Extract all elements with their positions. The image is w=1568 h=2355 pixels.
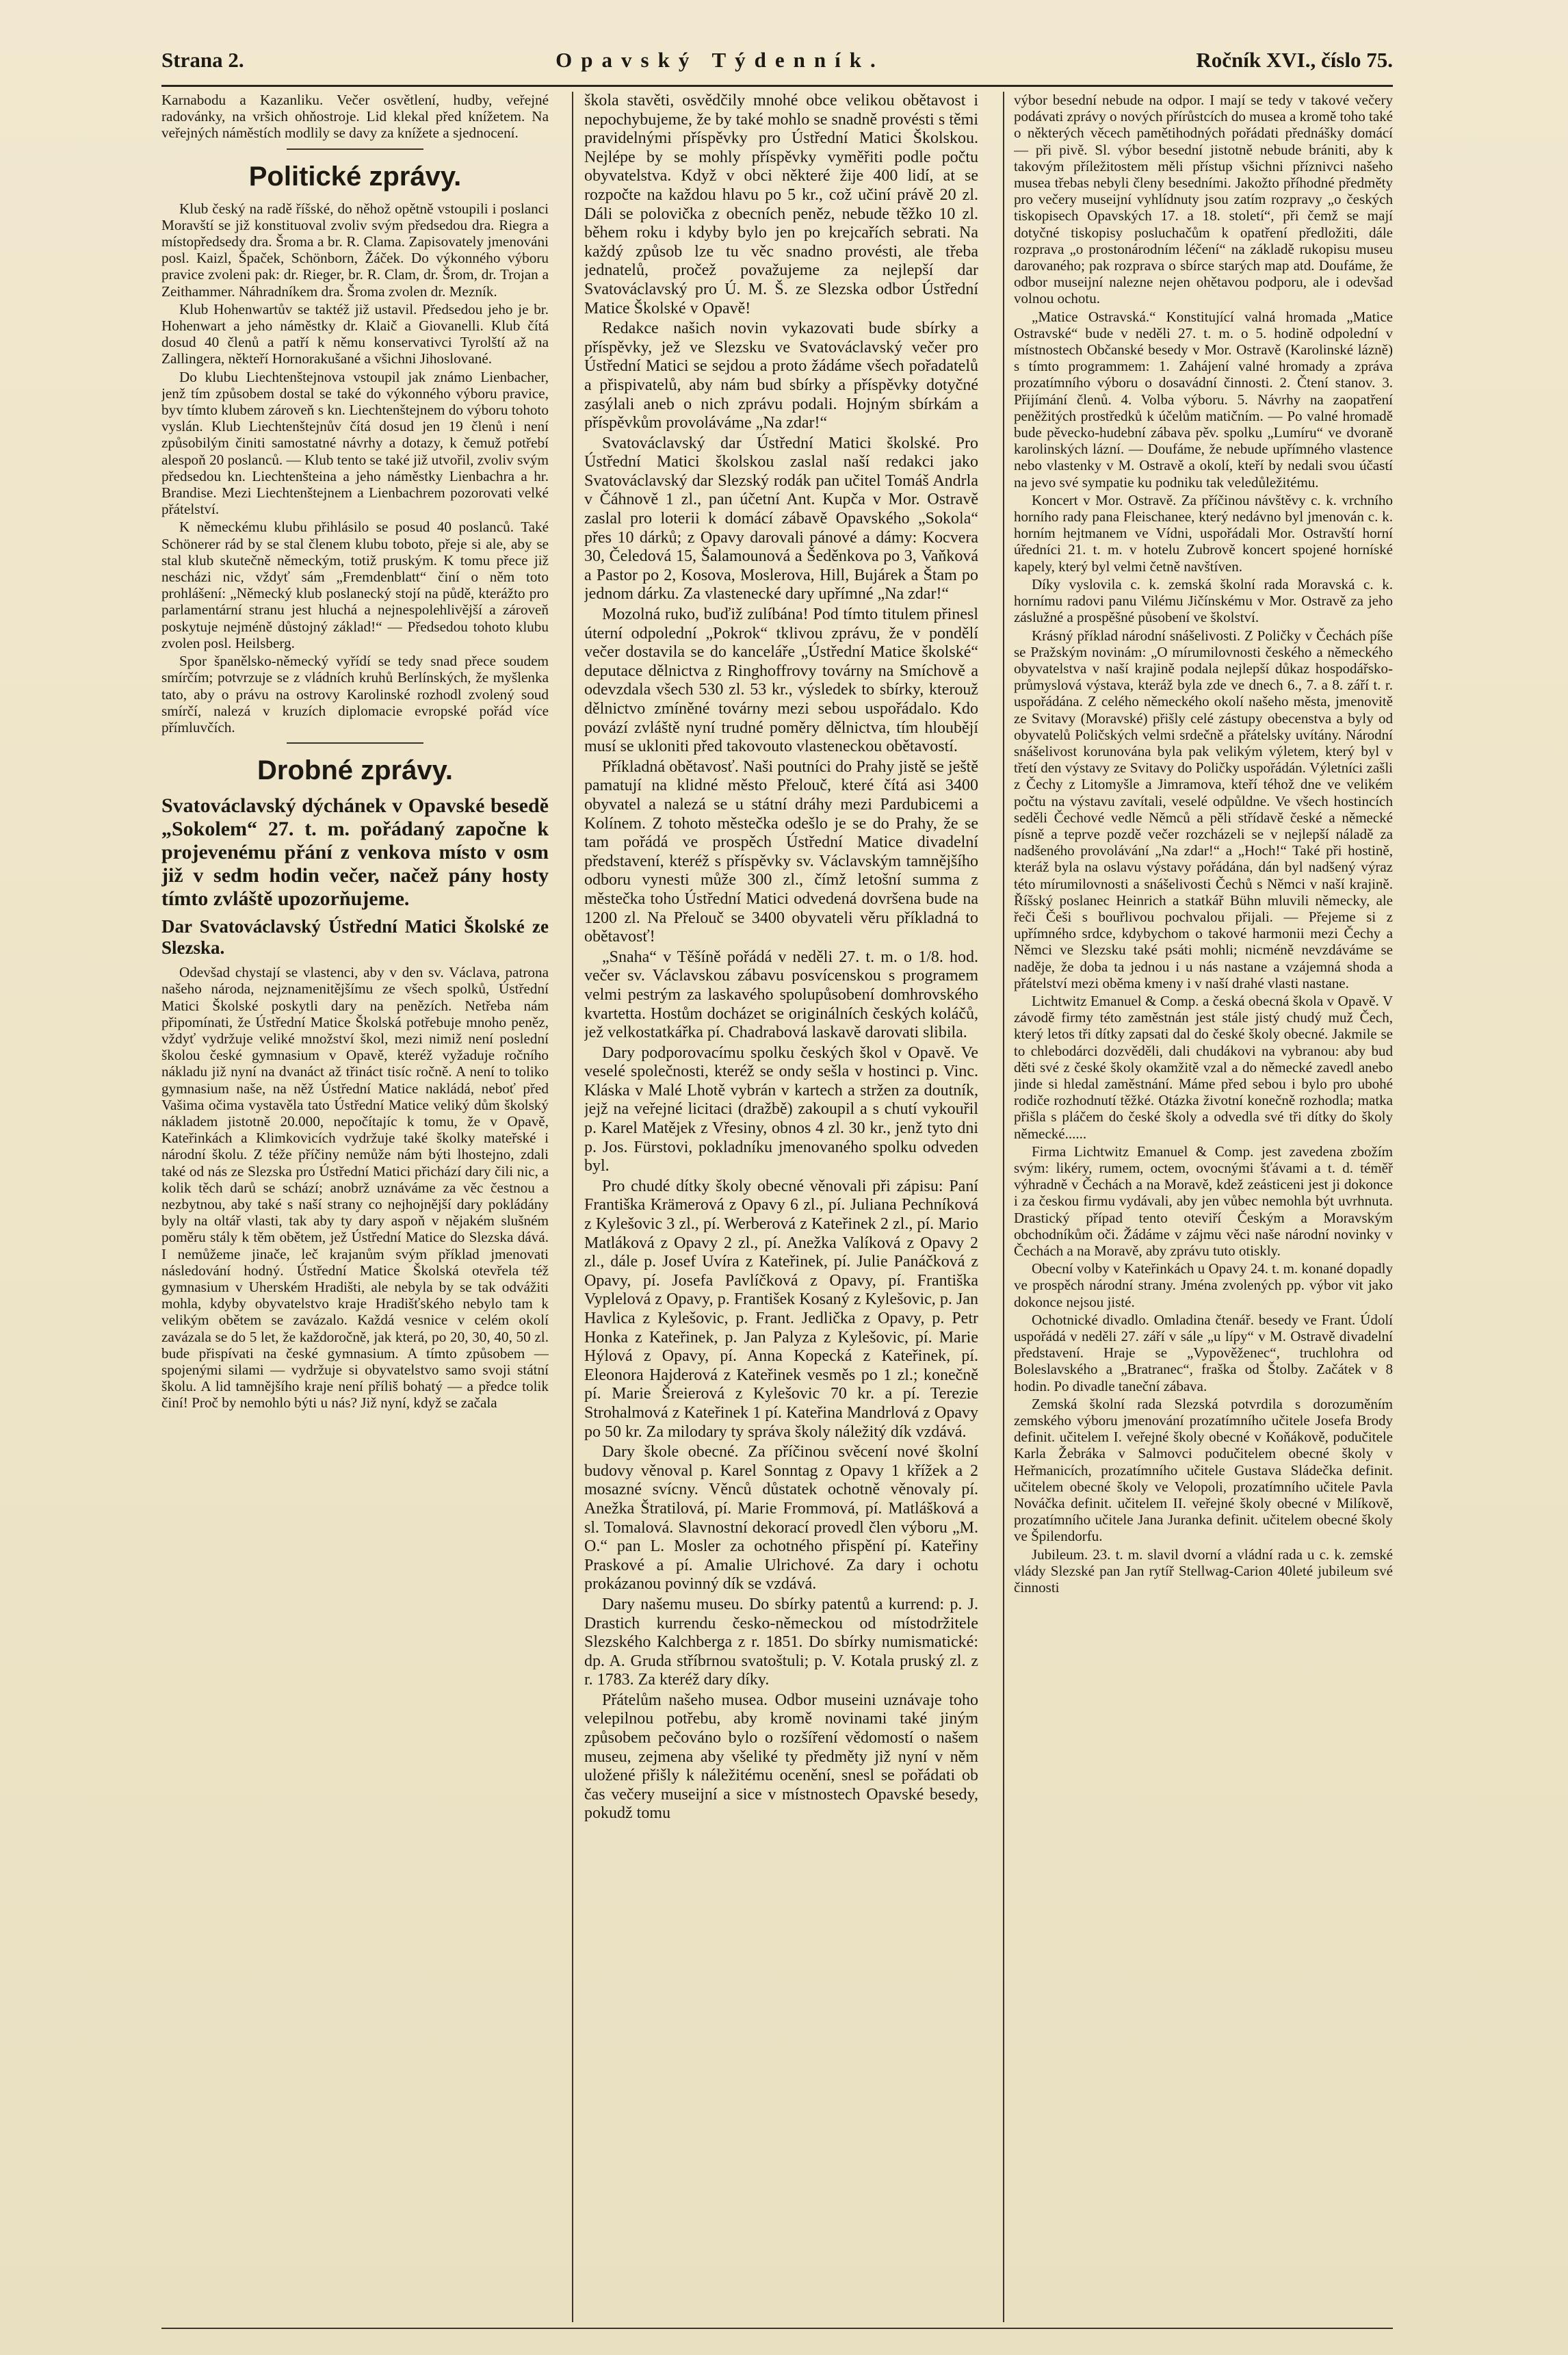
- article-paragraph: škola stavěti, osvědčily mnohé obce velikou obětavost i nepochybujeme, že by také mohlo se snadně provésti s těmi pravidelnými příspěvky pro Ústřední Matici Školskou. Nejlépe by se mohly příspěvky vyměřiti podle počtu obyvatelstva. Když v obci některé žije 400 lidí, at se rozpočte na každou hlavu po 5 kr., což učiní právě 20 zl. Dáli se polovička z obecních peněz, nebude těžko 10 zl. během roku i kdyby bylo jen po krejcařích sebrati. Na každý způsob lze tu věc snadno provésti, ale třeba jednatelů, pročež považujeme za nejlepší dar Svatováclavský pro Ú. M. Š. ze Slezska odbor Ústřední Matice Školské v Opavě!: [584, 92, 978, 317]
- footer-rule: [161, 2328, 1393, 2329]
- article-paragraph: Zemská školní rada Slezská potvrdila s dorozuměním zemského výboru jmenování prozatímního učitele Josefa Brody definit. učitelem I. veřejné školy obecné v Koňákově, podučitele Karla Žebráka v Salmovci podučitelem obecné školy v Heřmanicích, prozatímního učitele Gustava Sládečka definit. učitelem obecné školy ve Velopoli, prozatímního učitele Pavla Nováčka definit. učitelem II. veřejné školy obecné v Milíkově, prozatímního učitele Jana Juranka definit. učitelem obecné školy ve Špilendorfu.: [1014, 1395, 1393, 1545]
- lead-headline: Dar Svatováclavský Ústřední Matici Školské ze Slezska.: [161, 916, 549, 959]
- article-paragraph: Přátelům našeho musea. Odbor museini uznávaje toho velepilnou potřebu, aby kromě novinami také jiným způsobem pečováno bylo o rozšíření vědomostí o našem museu, zejmena aby všeliké ty předměty již nyní v něm uložené přišly k náležitému ocenění, snesl se pořádati ob čas večery museijní a sice v místnostech Opavské besedy, pokudž tomu: [584, 1691, 978, 1823]
- column-divider: [572, 92, 573, 2322]
- article-paragraph: Ochotnické divadlo. Omladina čtenář. besedy ve Frant. Údolí uspořádá v neděli 27. září v sále „u lípy“ v M. Ostravě divadelní představení. Hraje se „Vypověženec“, truchlohra od Boleslavského a „Bratranec“, fraška od Štolby. Začátek v 8 hodin. Po divadle taneční zábava.: [1014, 1311, 1393, 1394]
- article-paragraph: Do klubu Liechtenštejnova vstoupil jak známo Lienbacher, jenž tím způsobem dostal se také do výkonného výboru pravice, byv tímto klubem zároveň s kn. Liechtenštejnem do výboru tohoto vyslán. Klub Liechtenštejnův čítá dosud jen 19 členů i není způsobilým činiti samostatné návrhy a dotazy, k čemuž potřebí alespoň 20 poslanců. — Klub tento se také již utvořil, zvoliv svým předsedou kn. Liechtenšteina a jeho náměstky Lienbachra a hr. Brandise. Mezi Liechtenštejnem a Lienbachrem pozorovati velké přátelství.: [161, 368, 549, 518]
- article-paragraph: Firma Lichtwitz Emanuel & Comp. jest zavedena zbožím svým: likéry, rumem, octem, ovocnými šťávami a t. d. téměř výhradně v Čechách a na Moravě, kdež zeásticeni jest ji dokonce i za českou firmu vydávali, aby jen vůbec nemohla být uvrhnuta. Drastický případ tento oteviří Českým a Moravským obchodníkům oči. Žádáme v zájmu věci naše národní novinky v Čechách a na Moravě, aby zprávu tuto otiskly.: [1014, 1143, 1393, 1260]
- article-paragraph: Klub Hohenwartův se taktéž již ustavil. Předsedou jeho je br. Hohenwart a jeho náměstky dr. Klaič a Giovanelli. Klub čítá dosud 40 členů a patří k němu konservativci Tyrolští až na Zallingera, někteří Hornorakušané a všichni Jihoslované.: [161, 300, 549, 367]
- article-paragraph: Odevšad chystají se vlastenci, aby v den sv. Václava, patrona našeho národa, nejznamenitějšímu ze všech spolků, Ústřední Matici Školské poskytli dary na penězích. Netřeba nám připomínati, že Ústřední Matice Školská potřebuje mnoho peněz, vždyť vydržuje veliké množství škol, mezi nimiž není poslední školou české gymnasium v Opavě, kteréž vyžaduje ročního nákladu již nyní na dvanáct až třináct tisíc ročně. A není to toliko gymnasium naše, na něž Ústřední Matice nakládá, neboť před Vašima očima vystavěla tato Ústřední Matice veliký dům školský nákladem jistotně 20.000, nepočítajíc k tomu, že v Opavě, Kateřinkách a Klimkovicích vydržuje také školky mateřské i národní školu. Z téže příčiny nemůže nám býti lhostejno, zdali také od nás ze Slezska pro Ústřední Matici přichází dary čili nic, a kolik těch darů se schází; anobrž uznáváme za věc čestnou a nezbytnou, aby také s naší strany co nejhojnější dary pokládány byly na oltář vlasti, tak aby ty dary aspoň v nějakém slušném poměru stály k těm obětem, jež Ústřední Matice do Slezska dává. I nemůžeme jinače, leč krajanům svým příklad jmenovati následování hodný. Ústřední Matice Školská otevřela též gymnasium v Uherském Hradišti, ale nebyla by se tak odvážiti mohla, kdyby obyvatelstvo kraje Hradišťského nebylo tam k velikým obětem se zavázalo. Každá vesnice v celém okolí zavázala se do 5 let, že každoročně, jak která, po 20, 30, 40, 50 zl. bude přispívati na české gymnasium. A tímto způsobem — spojenými silami — vydržuje si obyvatelstvo samo svoji státní školu. A lid tamnějšího kraje není příliš bohatý — a předce tolik činí! Proč by nemohlo býti u nás? Již nyní, když se začala: [161, 964, 549, 1411]
- article-paragraph: K německému klubu přihlásilo se posud 40 poslanců. Také Schönerer rád by se stal členem klubu toboto, přeje si ale, aby se stal klub skutečně německým, totiž pruským. K tomu přece již nescházi nic, vždyť sám „Fremdenblatt“ činí o něm toto prohlášení: „Německý klub poslanecký stojí na půdě, kterážto pro parlamentární stranu jest hluchá a nejnespolehlivější a zároveň poskytuje nejméně důstojný základ!“ — Předsedou tohoto klubu zvolen posl. Heilsberg.: [161, 519, 549, 651]
- article-paragraph: Příkladná obětavosť. Naši poutníci do Prahy jistě se ještě pamatují na klidné město Přelouč, které čítá asi 3400 obyvatel a nalezá se u státní dráhy mezi Pardubicemi a Kolínem. Z tohoto městečka odešlo je se do Prahy, že se tam pořádá ve prospěch Ústřední Matice divadelní představení, kteréž s příspěvky sv. Václavským tamnějšího odboru vynesti může 300 zl., čímž letošní summa z městečka toho Ústřední Matici odvedená dovršena bude na 1200 zl. Na Přelouč se 3400 obyvateli věru příkladná to obětavosť!: [584, 757, 978, 946]
- article-paragraph: „Matice Ostravská.“ Konstitující valná hromada „Matice Ostravské“ bude v neděli 27. t. m. o 5. hodině odpolední v místnostech Občanské besedy v Mor. Ostravě (Karolinské lázně) s tímto programmem: 1. Zahájení valné hromady a zpráva prozatímního výboru o dosavádní činnosti. 2. Čtení stanov. 3. Přijímání členů. 4. Volba výboru. 5. Návrhy na zaopatření peněžitých prostředků k účelům matičním. — Po valné hromadě bude pěvecko-hudební zábava pěv. spolku „Lumíru“ ve dvoraně karolinských lázní. — Doufáme, že nebude upřímného vlastence nebo vlastenky v M. Ostravě a okolí, kteří by nedali svou účastí na jevo své sympatie ku podniku tak veledůležitému.: [1014, 308, 1393, 491]
- article-paragraph: Dary podporovacímu spolku českých škol v Opavě. Ve veselé společnosti, kteréž se ondy sešla v hostinci p. Vinc. Kláska v Malé Lhotě vybrán v kartech a stržen za doutník, jejž na veřejné licitaci (dražbě) zakoupil a s chutí vykouřil p. Karel Matějek z Vřesiny, obnos 4 zl. 30 kr., jenž tyto dni p. Jos. Fürstovi, pokladníku jmenovaného spolku odveden byl.: [584, 1043, 978, 1175]
- article-paragraph: Dary škole obecné. Za příčinou svěcení nové školní budovy věnoval p. Karel Sonntag z Opavy 1 křížek a 2 mosazné svícny. Věnců důstatek ochotně věnovaly pí. Anežka Štratilová, pí. Marie Frommová, pí. Matlášková a sl. Tomalová. Slavnostní dekorací provedl člen výboru „M. O.“ pan L. Mosler za ochotného přispění pí. Kateřiny Praskové a pí. Amalie Ulrichové. Za dary i ochotu prokázanou povinný dík se vzdává.: [584, 1443, 978, 1593]
- section-title-drobne-zpravy: Drobné zprávy.: [257, 755, 453, 786]
- article-paragraph: Spor španělsko-německý vyřídí se tedy snad přece soudem smírčím; potvrzuje se z vládních kruhů Berlínských, že myšlenka tato, aby o právu na ostrovy Karolinské rozhodl zvolený soud smírčí, nalezá v kruzích diplomacie evropské pořád více přímluvčích.: [161, 653, 549, 736]
- article-paragraph: Svatováclavský dar Ústřední Matici školské. Pro Ústřední Matici školskou zaslal naší redakci jako Svatováclavský dar Slezský rodák pan učitel Tomáš Andrla v Čáhnově 1 zl., pan účetní Ant. Kupča v Mor. Ostravě zaslal pro loterii k domácí zábavě Opavského „Sokola“ přes 10 dárků; z Opavy darovali pánové a dámy: Kocvera 30, Čeledová 15, Šalamounová a Šeděnkova po 3, Vaňková a Pastor po 2, Kosova, Moslerova, Hill, Bujárek a Štam po jednom dárku. Za vlastenecké dary upřímné „Na zdar!“: [584, 434, 978, 603]
- article-paragraph: Redakce našich novin vykazovati bude sbírky a příspěvky, jež ve Slezsku ve Svatováclavský večer pro Ústřední Matici se sejdou a proto žádáme všech pořadatelů a přispivatelů, aby nám bud sbírky a příspěvky dotyčné zasýlali aneb o nich zprávu podali. Hojným sbírkám a příspěvkům provoláváme „Na zdar!“: [584, 320, 978, 432]
- volume-issue: Ročník XVI., číslo 75.: [1196, 48, 1393, 72]
- article-paragraph: Krásný příklad národní snášelivosti. Z Poličky v Čechách píše se Pražským novinám: „O mírumilovnosti českého a německého obyvatelstva v naší krajině podala nejlepší důkaz hospodářsko-průmyslová výstava, kteráž byla zde ve dnech 6., 7. a 8. září t. r. uspořádána. Z celého německého okolí našeho města, jmenovitě ze Svitavy (Moravské) přišly celé zástupy obecenstva a byly od obyvatelů Poličských velmi srdečně a přátelsky uvítány. Národní snášelivost korunována byla pak velikým výletem, který byl v třetí den výstavy ze Svitavy do Poličky uspořádán. Výletníci zašli z Čechy z Litomyšle a Jimramova, kteří téhož dne ve velikém počtu na výstavu zavítali, veselé odpůldne. Ve všech hostincích seděli Čechové vedle Němců a pěli střídavě české a německé písně a teprve pozdě večer rozcházeli se v nejlepší náladě za nadšeného provolávání „Na zdar!“ a „Hoch!“ Také při hostině, kteráž byla na oslavu výstavy pořádána, dán byl nadšený výraz této mírumilovnosti a snášelivosti Čechů s Němci v naší krajině. Říšský poslanec Heinrich a statkář Bühn mluvili německy, ale řeči Češi s bouřlivou pochvalou přijali. — Přejeme si z upřímného srdce, kdybychom o takové harmonii mezi Čechy a Němci ve Slezsku také psáti mohli; nicméně nevzdáváme se naděje, že doba ta jednou i u nás nastane a vzájemná shoda a přátelství mezi oběma kmeny i v naší drahé vlasti nastane.: [1014, 627, 1393, 991]
- column-divider: [1003, 92, 1004, 2322]
- header-rule: [161, 85, 1393, 87]
- column-1: [161, 92, 549, 2329]
- article-paragraph: Obecní volby v Kateřinkách u Opavy 24. t. m. konané dopadly ve prospěch národní strany. Jména zvolených pp. výbor vit jako dokonce nejsou jisté.: [1014, 1260, 1393, 1310]
- article-paragraph: Jubileum. 23. t. m. slavil dvorní a vládní rada u c. k. zemské vlády Slezské pan Jan rytíř Stellwag-Carion 40leté jubileum své činnosti: [1014, 1546, 1393, 1596]
- article-paragraph: Mozolná ruko, buďiž zulíbána! Pod tímto titulem přinesl úterní odpolední „Pokrok“ tklivou zprávu, že v pondělí večer dostavila se do kanceláře „Ústřední Matice školské“ deputace dělnictva z Ringhoffrovy továrny na Smíchově a odevzdala všech 530 zl. 53 kr., výsledek to sbírky, kterouž dělnictvo zmíněné továrny mezi sebou uspořádalo. Kdo povází zvláště nyní trudné poměry dělnictva, tím hloubějí musí se ukloniti před takovouto vlasteneckou obětavostí.: [584, 606, 978, 756]
- article-paragraph: Karnabodu a Kazanliku. Večer osvětlení, hudby, veřejné radovánky, na vršich ohňostroje. Lid klekal před knížetem. Na veřejných náměstích modlily se davy za knížete a sjednocení.: [161, 92, 549, 142]
- section-divider: [287, 148, 423, 150]
- article-paragraph: Díky vyslovila c. k. zemská školní rada Moravská c. k. hornímu radovi panu Vilému Jičínskému v Mor. Ostravě za jeho záslužné a prospěšné působení ve školství.: [1014, 575, 1393, 626]
- article-paragraph: výbor besední nebude na odpor. I mají se tedy v takové večery podávati zprávy o nových přírůstcích do musea a kromě toho také o některých věcech pamětihodných pořádati přednášky domácí — při pivě. Sl. výbor besední jistotně nebude brániti, aby k takovým příležitostem měli přístup všichni příznivci našeho musea třebas nebyli členy besedními. Jakožto příhodné předměty pro večery museijní vyhlídnuty jsou zatím rozpravy „o českých tiskopisech Opavských 17. a 18. století“, při čemž se mají dotyčné tiskopisy posluchačům k opatření předložiti, dále rozprava „o prostonárodním léčení“ na základě rukopisu museu darovaného; pak rozprava o sbírce starých map atd. Doufáme, že odbor museijní nalezne nejen ohětavou podporu, ale i odevšad volnou ochotu.: [1014, 92, 1393, 307]
- article-paragraph: Koncert v Mor. Ostravě. Za příčinou návštěvy c. k. vrchního horního rady pana Fleischanee, který nedávno byl jmenován c. k. horním hejtmanem ve Vídni, uspořádali Mor. Ostravští horní úředníci 21. t. m. v hotelu Zubrově koncert spojené horníské kapely, který byl velmi četně navštíven.: [1014, 491, 1393, 575]
- section-divider: [287, 742, 423, 744]
- column-3: [1014, 92, 1393, 2329]
- page-header: [161, 40, 1393, 81]
- page-number: Strana 2.: [161, 48, 244, 72]
- article-paragraph: Dary našemu museu. Do sbírky patentů a kurrend: p. J. Drastich kurrendu česko-německou od místodržitele Slezského Kalchberga z r. 1851. Do sbírky numismatické: dp. A. Gruda stříbrnou svatoštuli; p. V. Kotala pruský zl. z r. 1783. Za kteréž dary díky.: [584, 1595, 978, 1689]
- article-paragraph: Klub český na radě říšské, do něhož opětně vstoupili i poslanci Moravští se již konstituoval zvoliv svým předsedou dra. Riegra a místopředsedy dra. Šroma a br. R. Clama. Zapisovately jmenováni posl. Kaizl, Špaček, Schönborn, Žáček. Do výkonného výboru pravice zvoleni pak: dr. Rieger, br. R. Clam, dr. Šrom, dr. Trojan a Zeithammer. Náhradníkem dra. Šroma zvolen dr. Mezník.: [161, 200, 549, 300]
- article-paragraph: „Snaha“ v Těšíně pořádá v neděli 27. t. m. o 1/8. hod. večer sv. Václavskou zábavu posvícenskou s programem velmi pestrým za laskavého spolupůsobení domhrovského kvartetta. Hostům docházet se originálních českých koláčů, jež velkostatkářka pí. Chadrabová laskavě darovati slibila.: [584, 948, 978, 1042]
- lead-announcement: Svatováclavský dýchánek v Opavské besedě „Sokolem“ 27. t. m. pořádaný započne k projevenému přání z venkova místo v osm již v sedm hodin večer, načež pány hosty tímto zvláště upozorňujeme.: [161, 794, 549, 911]
- section-title-politicke-zpravy: Politické zprávy.: [248, 161, 462, 192]
- newspaper-title: Opavský Týdenník.: [556, 48, 885, 72]
- column-2: [584, 92, 978, 2329]
- article-paragraph: Lichtwitz Emanuel & Comp. a česká obecná škola v Opavě. V závodě firmy této zaměstnán jest stále jistý chudý muž Čech, který letos tři dítky zapsati dal do české školy obecné. Jakmile se to chlebodárci dozvěděli, dali chudákovi na vybranou: aby bud děti své z české školy okamžitě vzal a do německé zavedl anebo jinde si hledal zaměstnání. Máme před sebou i bylo pro ubohé rodiče rozhodnutí těžké. Otázka životní konečně rozhodla; matka přišla s pláčem do české školy a odvedla své tři dítky do školy německé......: [1014, 992, 1393, 1142]
- article-paragraph: Pro chudé dítky školy obecné věnovali při zápisu: Paní Františka Krämerová z Opavy 6 zl., pí. Juliana Pechníková z Kylešovic 3 zl., pí. Werberová z Kateřinek 2 zl., pí. Mario Matláková z Opavy 2 zl., pí. Anežka Valíková z Opavy 2 zl., dále p. Josef Uvíra z Kateřinek, pí. Julie Panáčková z Opavy, pí. Josefa Pavlíčková z Opavy, pí. Františka Vyplelová z Opavy, p. František Kosaný z Kylešovic, p. Jan Havlica z Kylešovic, p. Frant. Jedlička z Opavy, p. Petr Honka z Kateřinek, p. Jan Palyza z Kylešovic, pí. Marie Hýlová z Opavy, pí. Anna Kopecká z Kateřinek, pí. Eleonora Hajderová z Kateřinek vesměs po 1 zl.; konečně pí. Marie Šreierová z Kylešovic 70 kr. a pí. Terezie Strohalmová z Kateřinek 1 pí. Kateřina Mandrlová z Opavy po 50 kr. Za milodary ty správa školy náležitý dík vzdává.: [584, 1177, 978, 1441]
